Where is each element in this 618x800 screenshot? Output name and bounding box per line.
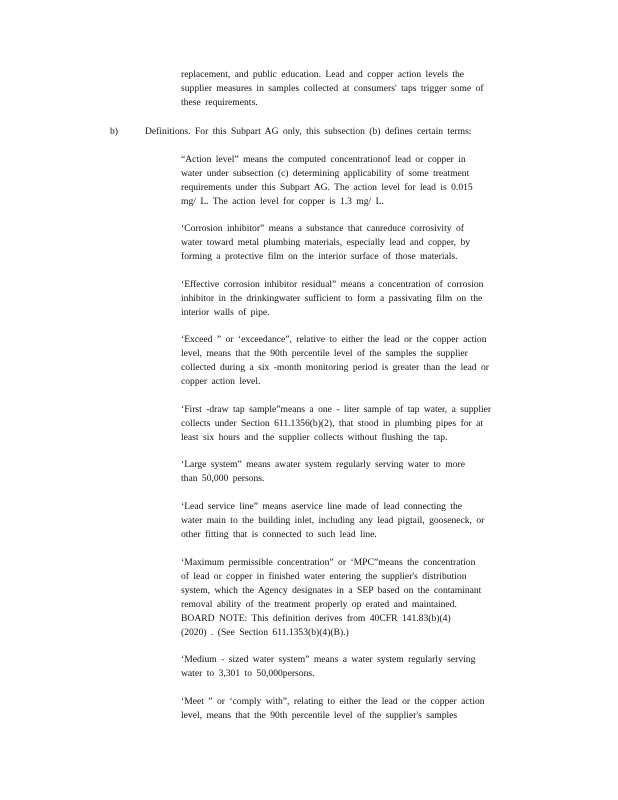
text-line: water toward metal plumbing materials, especially lead and copper, by bbox=[181, 237, 471, 248]
text-line: requirements under this Subpart AG. The action level for lead is 0.015 bbox=[181, 182, 473, 193]
definition-effective-corrosion-inhibitor-residual bbox=[181, 278, 537, 320]
text-line: supplier measures in samples collected at consumers' taps trigger some of bbox=[181, 83, 484, 94]
text-line: ‘First -draw tap sample”means a one - liter sample of tap water, a supplier bbox=[181, 404, 492, 415]
text-line: least six hours and the supplier collects without flushing the tap. bbox=[181, 432, 448, 443]
text-line: level, means that the 90th percentile level of the supplier's samples bbox=[181, 710, 458, 721]
text-line: collected during a six -month monitoring period is greater than the lead or bbox=[181, 362, 489, 373]
definition-first-draw-tap-sample bbox=[181, 403, 537, 445]
text-line: ‘Effective corrosion inhibitor residual” means a concentration of corrosion bbox=[181, 279, 484, 290]
text-line: ‘Meet ” or ‘comply with”, relating to either the lead or the copper action bbox=[181, 696, 485, 707]
intro-paragraph bbox=[181, 68, 537, 110]
section-text: Definitions. For this Subpart AG only, this subsection (b) defines certain terms: bbox=[145, 126, 472, 137]
text-line: collects under Section 611.1356(b)(2), that stood in plumbing pipes for at bbox=[181, 418, 484, 429]
text-line: “Action level” means the computed concentrationof lead or copper in bbox=[181, 154, 466, 165]
text-line: other fitting that is connected to such lead line. bbox=[181, 529, 377, 540]
definition-exceed bbox=[181, 333, 537, 389]
text-line: ‘Maximum permissible concentration” or ‘MPC”means the concentration bbox=[181, 557, 476, 568]
text-line: forming a protective film on the interior surface of those materials. bbox=[181, 251, 458, 262]
text-line: of lead or copper in finished water entering the supplier's distribution bbox=[181, 571, 467, 582]
definition-lead-service-line bbox=[181, 500, 537, 542]
definition-action-level bbox=[181, 153, 537, 209]
text-line: interior walls of pipe. bbox=[181, 307, 270, 318]
definition-corrosion-inhibitor bbox=[181, 222, 537, 264]
definition-maximum-permissible-concentration bbox=[181, 556, 537, 640]
text-line: ‘Medium - sized water system” means a water system regularly serving bbox=[181, 654, 476, 665]
text-line: copper action level. bbox=[181, 376, 261, 387]
section-b-heading bbox=[0, 125, 618, 139]
section-label: b) bbox=[110, 126, 118, 137]
text-line: ‘Lead service line” means aservice line made of lead connecting the bbox=[181, 501, 463, 512]
text-line: replacement, and public education. Lead and copper action levels the bbox=[181, 69, 465, 80]
board-note-line: (2020) . (See Section 611.1353(b)(4)(B).) bbox=[181, 627, 349, 638]
definition-meet-comply-with bbox=[181, 695, 537, 723]
text-line: water under subsection (c) determining applicability of some treatment bbox=[181, 168, 470, 179]
text-line: system, which the Agency designates in a SEP based on the contaminant bbox=[181, 585, 482, 596]
text-line: removal ability of the treatment properly op erated and maintained. bbox=[181, 599, 457, 610]
text-line: ‘Corrosion inhibitor” means a substance that canreduce corrosivity of bbox=[181, 223, 464, 234]
definition-large-system bbox=[181, 458, 537, 486]
text-line: water to 3,301 to 50,000persons. bbox=[181, 668, 315, 679]
text-line: than 50,000 persons. bbox=[181, 473, 265, 484]
text-line: ‘Exceed ” or ‘exceedance”, relative to either the lead or the copper action bbox=[181, 334, 487, 345]
definition-medium-sized-water-system bbox=[181, 653, 537, 681]
text-line: these requirements. bbox=[181, 97, 258, 108]
text-line: water main to the building inlet, including any lead pigtail, gooseneck, or bbox=[181, 515, 485, 526]
text-line: ‘Large system” means awater system regularly serving water to more bbox=[181, 459, 465, 470]
text-line: inhibitor in the drinkingwater sufficient to form a passivating film on the bbox=[181, 293, 483, 304]
text-line: level, means that the 90th percentile level of the samples the supplier bbox=[181, 348, 468, 359]
board-note-line: BOARD NOTE: This definition derives from 40CFR 141.83(b)(4) bbox=[181, 613, 451, 624]
text-line: mg/ L. The action level for copper is 1.3 mg/ L. bbox=[181, 196, 384, 207]
